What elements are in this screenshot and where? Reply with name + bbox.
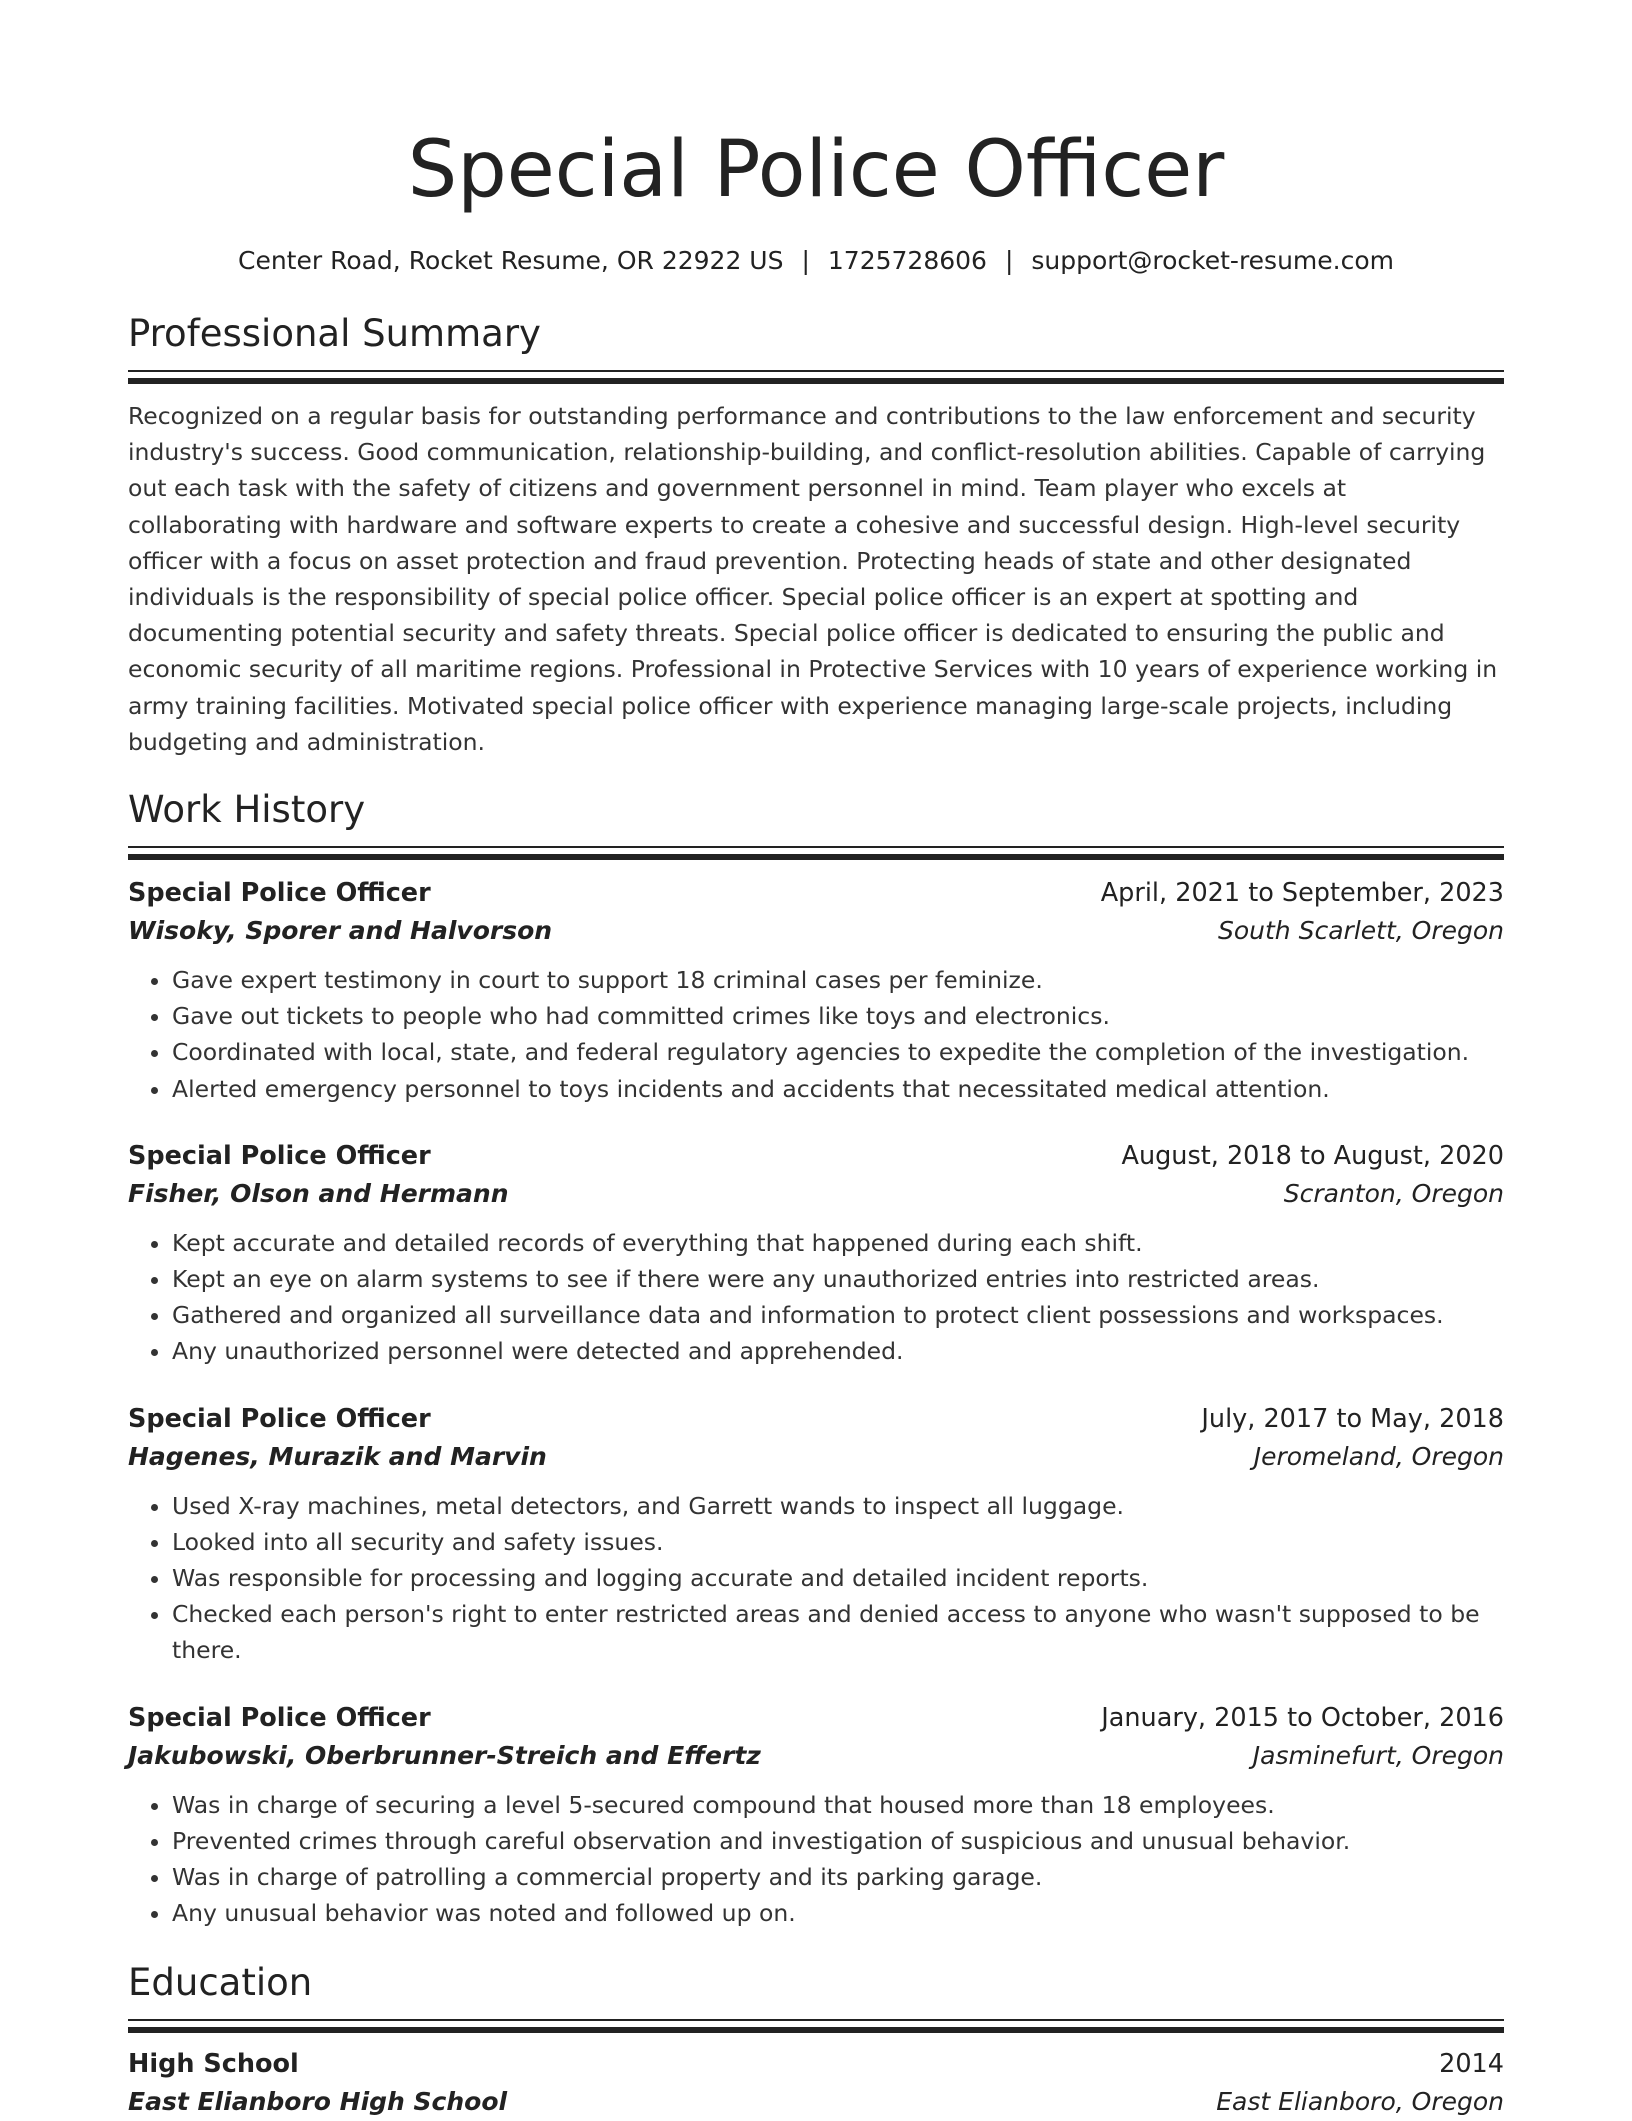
section-title-education: Education	[128, 1961, 313, 2005]
job-bullet: • Kept accurate and detailed records of everything that happened during each shift.	[172, 1225, 1504, 1261]
section-divider	[128, 370, 1504, 384]
job-company-row	[128, 1737, 1504, 1775]
resume-name: Special Police Officer	[407, 125, 1225, 215]
job-company-row	[128, 1438, 1504, 1476]
job-bullet: • Alerted emergency personnel to toys incidents and accidents that necessitated medical attention.	[172, 1071, 1504, 1107]
job-bullets	[128, 962, 1504, 1107]
job-bullet: • Gave expert testimony in court to support 18 criminal cases per feminize.	[172, 962, 1504, 998]
job-bullet: • Gathered and organized all surveillance data and information to protect client possessions and workspaces.	[172, 1297, 1504, 1333]
job-title: Special Police Officer	[128, 1702, 431, 1733]
job-header-row	[128, 874, 1504, 912]
job-header-row	[128, 1699, 1504, 1737]
contact-separator: |	[1004, 246, 1014, 275]
job-entry	[128, 874, 1504, 1107]
job-title: Special Police Officer	[128, 1403, 431, 1434]
job-bullet: • Was in charge of securing a level 5-secured compound that housed more than 18 employees.	[172, 1787, 1504, 1823]
job-company: Hagenes, Murazik and Marvin	[128, 1441, 547, 1471]
job-bullets	[128, 1488, 1504, 1669]
job-bullet: • Used X-ray machines, metal detectors, and Garrett wands to inspect all luggage.	[172, 1488, 1504, 1524]
job-bullets	[128, 1787, 1504, 1932]
job-entry	[128, 1699, 1504, 1932]
education-header-row	[128, 2045, 1504, 2083]
job-bullet: • Coordinated with local, state, and federal regulatory agencies to expedite the completion of the investigation.	[172, 1034, 1504, 1070]
job-entry	[128, 1137, 1504, 1370]
job-location: South Scarlett, Oregon	[1218, 916, 1504, 946]
job-header-row	[128, 1137, 1504, 1175]
contact-email: support@rocket-resume.com	[1031, 246, 1395, 275]
contact-address: Center Road, Rocket Resume, OR 22922 US	[237, 246, 784, 275]
section-divider	[128, 2019, 1504, 2033]
job-title: Special Police Officer	[128, 1140, 431, 1171]
job-location: Scranton, Oregon	[1283, 1178, 1504, 1208]
job-bullets	[128, 1225, 1504, 1370]
education-degree: High School	[128, 2049, 299, 2080]
job-dates: January, 2015 to October, 2016	[1101, 1702, 1504, 1733]
job-location: Jeromeland, Oregon	[1253, 1441, 1504, 1471]
section-divider	[128, 846, 1504, 860]
education-school: East Elianboro High School	[128, 2087, 508, 2117]
education-entry	[128, 2045, 1504, 2121]
job-company: Wisoky, Sporer and Halvorson	[128, 916, 553, 946]
job-bullet: • Looked into all security and safety issues.	[172, 1524, 1504, 1560]
job-bullet: • Any unusual behavior was noted and followed up on.	[172, 1895, 1504, 1931]
job-dates: July, 2017 to May, 2018	[1201, 1403, 1504, 1434]
job-company: Fisher, Olson and Hermann	[128, 1178, 509, 1208]
education-location: East Elianboro, Oregon	[1216, 2087, 1504, 2117]
summary-text: Recognized on a regular basis for outstanding performance and contributions to the law enforcement and security industry's success. Good communication, relationship-building, and conflict-resolution abilities. Capable of carrying out each task with the safety of citizens and government personnel in mind. Team player who excels at collaborating with hardware and software experts to create a cohesive and successful design. High-level security officer with a focus on asset protection and fraud prevention. Protecting heads of state and other designated individuals is the responsibility of special police officer. Special police officer is an expert at spotting and documenting potential security and safety threats. Special police officer is dedicated to ensuring the public and economic security of all maritime regions. Professional in Protective Services with 10 years of experience working in army training facilities. Motivated special police officer with experience managing large-scale projects, including budgeting and administration.	[128, 402, 1498, 756]
job-dates: April, 2021 to September, 2023	[1100, 878, 1504, 909]
section-title-summary: Professional Summary	[128, 312, 541, 355]
job-bullet: • Prevented crimes through careful observation and investigation of suspicious and unusual behavior.	[172, 1823, 1504, 1859]
job-company-row	[128, 1175, 1504, 1213]
contact-separator: |	[801, 246, 810, 275]
job-bullet: • Was in charge of patrolling a commercial property and its parking garage.	[172, 1859, 1504, 1895]
job-dates: August, 2018 to August, 2020	[1121, 1140, 1504, 1171]
job-header-row	[128, 1400, 1504, 1438]
job-location: Jasminefurt, Oregon	[1252, 1740, 1504, 1770]
job-company: Jakubowski, Oberbrunner-Streich and Effertz	[128, 1740, 761, 1770]
job-entry	[128, 1400, 1504, 1669]
job-title: Special Police Officer	[128, 878, 431, 909]
job-bullet: • Gave out tickets to people who had committed crimes like toys and electronics.	[172, 998, 1504, 1034]
job-bullet: • Kept an eye on alarm systems to see if there were any unauthorized entries into restricted areas.	[172, 1261, 1504, 1297]
job-bullet: • Any unauthorized personnel were detected and apprehended.	[172, 1333, 1504, 1369]
education-year: 2014	[1439, 2049, 1504, 2080]
job-bullet: • Checked each person's right to enter restricted areas and denied access to anyone who wasn't supposed to be there.	[172, 1596, 1504, 1668]
section-title-work: Work History	[128, 788, 366, 832]
contact-phone: 1725728606	[827, 246, 987, 275]
job-bullet: • Was responsible for processing and logging accurate and detailed incident reports.	[172, 1560, 1504, 1596]
job-company-row	[128, 912, 1504, 950]
contact-line	[128, 244, 1504, 278]
education-school-row	[128, 2083, 1504, 2121]
